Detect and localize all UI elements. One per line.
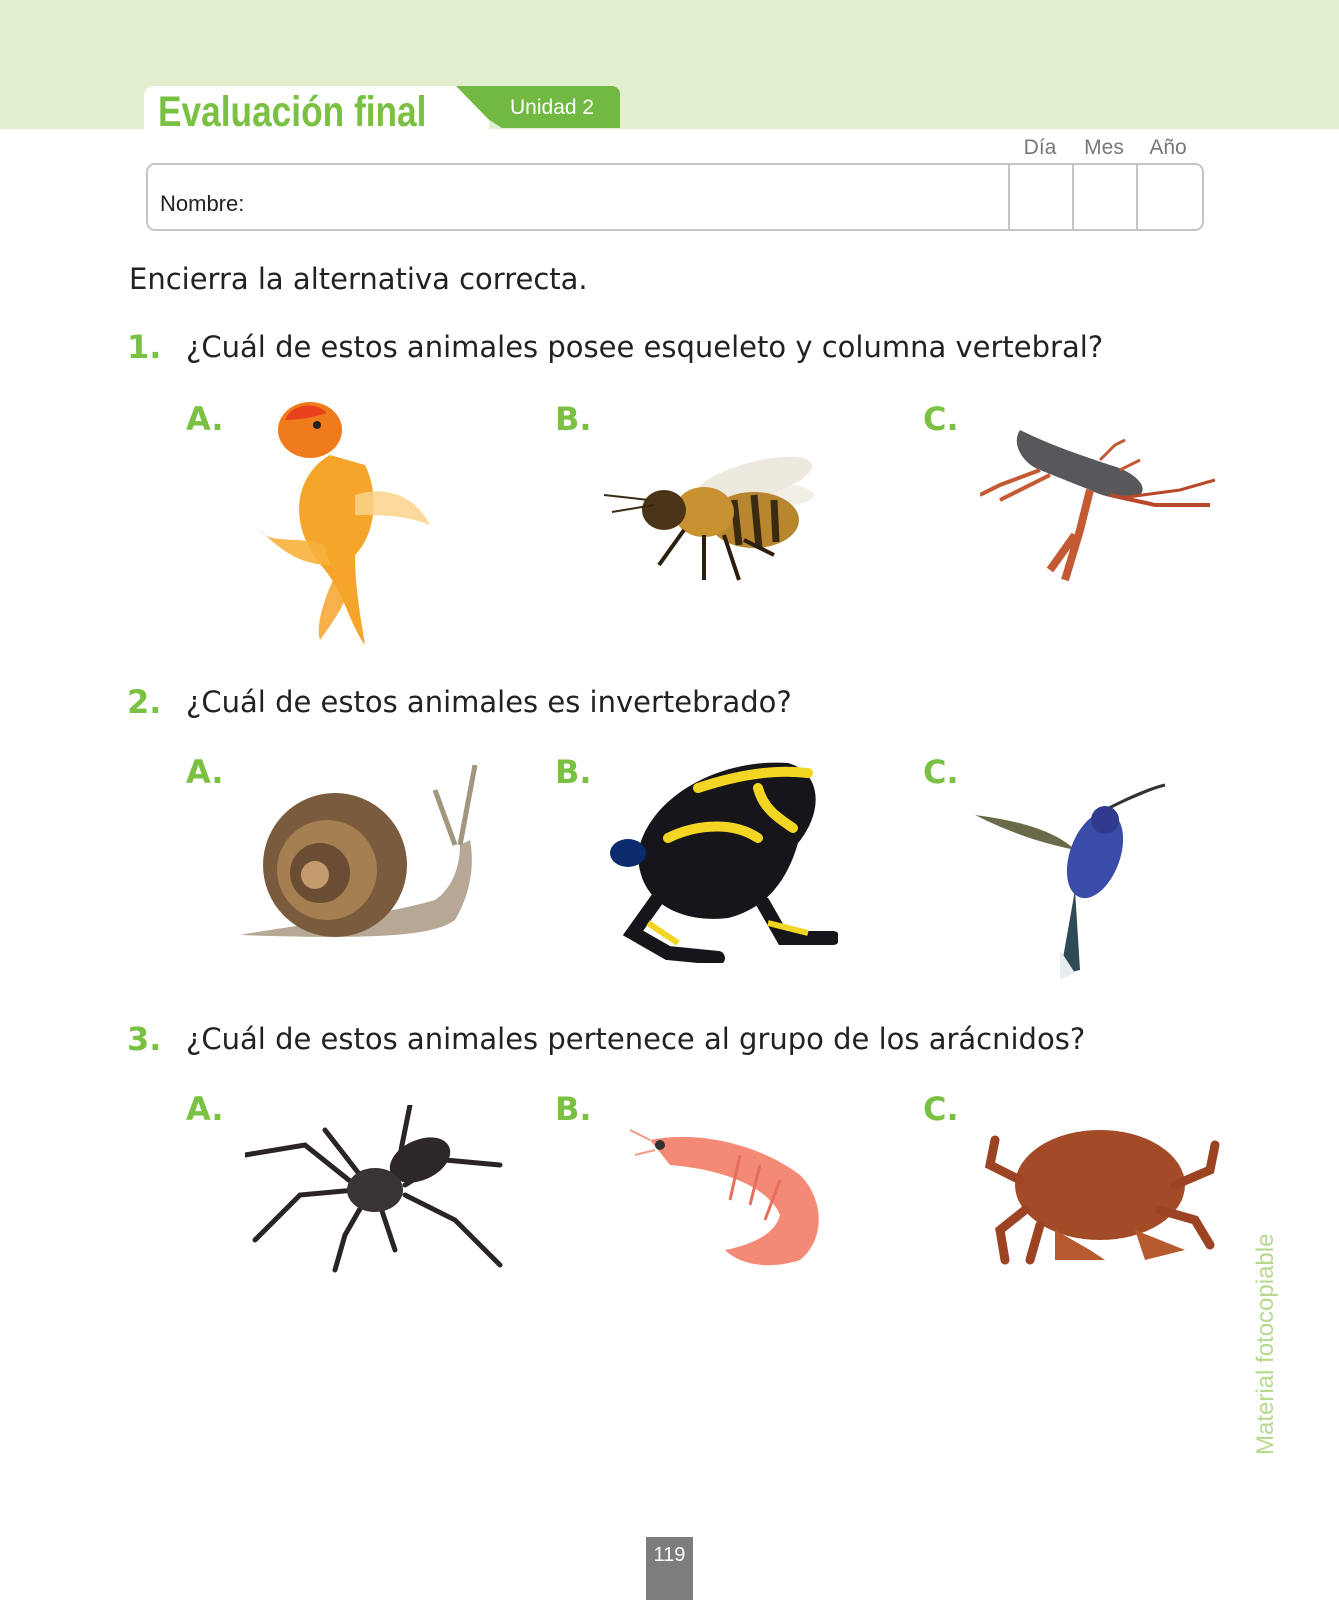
- option-letter[interactable]: B.: [555, 400, 592, 438]
- option-letter[interactable]: C.: [923, 400, 959, 438]
- year-cell-divider: [1136, 165, 1138, 229]
- day-cell-divider: [1008, 165, 1010, 229]
- year-label: Año: [1149, 136, 1187, 159]
- question-text: ¿Cuál de estos animales posee esqueleto y columna vertebral?: [186, 330, 1104, 364]
- option-letter[interactable]: B.: [555, 1090, 592, 1128]
- crab-image[interactable]: [985, 1120, 1220, 1270]
- instruction: Encierra la alternativa correcta.: [129, 262, 588, 296]
- snail-image[interactable]: [235, 765, 505, 940]
- name-field[interactable]: [146, 163, 1204, 231]
- question-text: ¿Cuál de estos animales pertenece al grupo de los arácnidos?: [186, 1022, 1086, 1056]
- option-letter[interactable]: C.: [923, 1090, 959, 1128]
- question-number: 1.: [127, 328, 162, 366]
- shrimp-image[interactable]: [630, 1125, 830, 1270]
- page-number: 119: [653, 1544, 686, 1566]
- unit-badge-label: Unidad 2: [510, 96, 595, 119]
- option-letter[interactable]: A.: [186, 1090, 224, 1128]
- spider-image[interactable]: [245, 1105, 505, 1275]
- option-letter[interactable]: B.: [555, 753, 592, 791]
- month-cell-divider: [1072, 165, 1074, 229]
- day-label: Día: [1023, 136, 1057, 159]
- goldfish-image[interactable]: [255, 395, 445, 650]
- name-label: Nombre:: [160, 191, 245, 216]
- question-number: 3.: [127, 1020, 162, 1058]
- option-letter[interactable]: A.: [186, 400, 224, 438]
- option-letter[interactable]: C.: [923, 753, 959, 791]
- option-letter[interactable]: A.: [186, 753, 224, 791]
- poison-dart-frog-image[interactable]: [608, 758, 838, 963]
- page-title: Evaluación final: [158, 88, 427, 136]
- month-label: Mes: [1084, 136, 1124, 159]
- crayfish-image[interactable]: [980, 420, 1220, 595]
- hummingbird-image[interactable]: [975, 775, 1175, 985]
- photocopiable-note: Material fotocopiable: [1252, 1233, 1279, 1455]
- question-number: 2.: [127, 683, 162, 721]
- bee-image[interactable]: [604, 440, 824, 595]
- question-text: ¿Cuál de estos animales es invertebrado?: [186, 685, 792, 719]
